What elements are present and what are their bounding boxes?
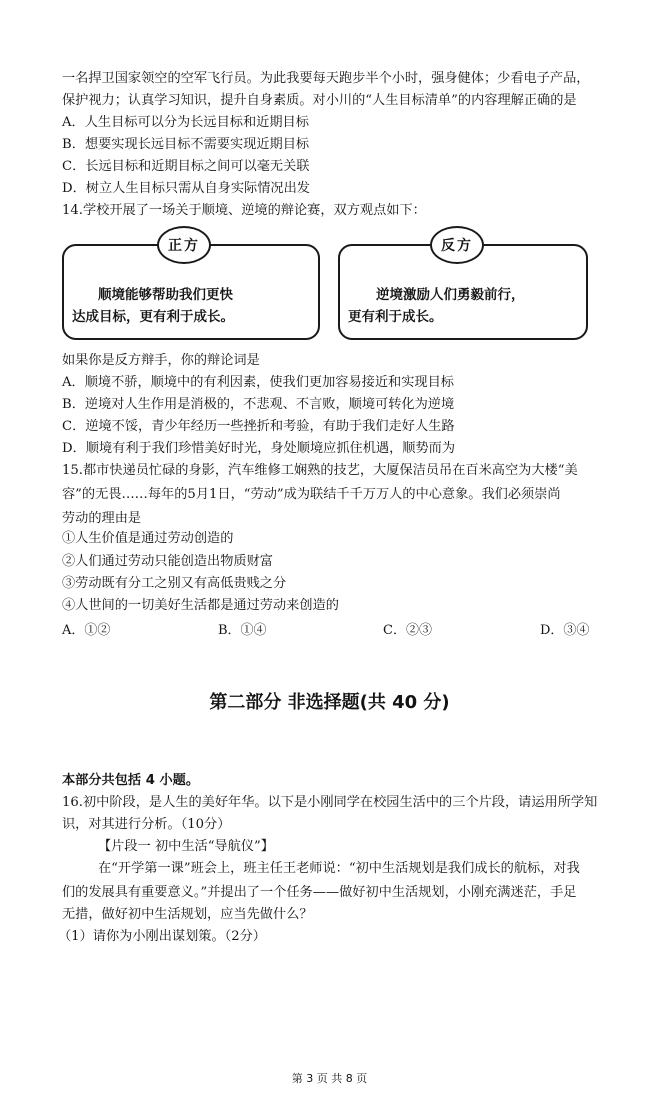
q15-stem-line2: 容”的无畏……每年的5月1日，“劳动”成为联结千千万万人的中心意象。我们必须崇尚 bbox=[62, 487, 561, 502]
q15-choice-b: B．①④ bbox=[218, 623, 267, 638]
con-side-tag: 反方 bbox=[430, 226, 484, 264]
pro-argument-line1: 顺境能够帮助我们更快 bbox=[98, 287, 233, 303]
pro-side-tag: 正方 bbox=[157, 226, 211, 264]
q15-item-1: ①人生价值是通过劳动创造的 bbox=[62, 531, 234, 546]
q14-option-c: C．逆境不馁，青少年经历一些挫折和考验，有助于我们走好人生路 bbox=[62, 419, 455, 434]
page-footer: 第 3 页 共 8 页 bbox=[291, 1072, 368, 1085]
con-argument-line2: 更有利于成长。 bbox=[348, 309, 443, 325]
q13-stem-line1: 一名捍卫国家领空的空军飞行员。为此我要每天跑步半个小时，强身健体；少看电子产品， bbox=[62, 71, 590, 86]
q15-stem-line3: 劳动的理由是 bbox=[62, 511, 142, 526]
q15-item-3: ③劳动既有分工之别又有高低贵贱之分 bbox=[62, 576, 287, 591]
q14-option-b: B．逆境对人生作用是消极的，不悲观、不言败，顺境可转化为逆境 bbox=[62, 397, 455, 412]
q14-stem: 14.学校开展了一场关于顺境、逆境的辩论赛，双方观点如下： bbox=[62, 203, 426, 218]
q13-option-d: D．树立人生目标只需从自身实际情况出发 bbox=[62, 181, 310, 196]
part2-intro: 本部分共包括 4 小题。 bbox=[62, 773, 200, 788]
q16-stem-line2: 识，对其进行分析。（10分） bbox=[62, 817, 231, 832]
segment-one-line3: 无措，做好初中生活规划，应当先做什么？ bbox=[62, 907, 313, 922]
segment-one-line2: 们的发展具有重要意义。”并提出了一个任务——做好初中生活规划，小刚充满迷茫，手足 bbox=[62, 885, 577, 900]
segment-one-title: 【片段一 初中生活“导航仪”】 bbox=[98, 839, 274, 854]
segment-one-line1: 在“开学第一课”班会上，班主任王老师说：“初中生活规划是我们成长的航标，对我 bbox=[98, 861, 580, 876]
q15-choice-a: A．①② bbox=[62, 623, 111, 638]
q15-choice-c: C．②③ bbox=[383, 623, 432, 638]
pro-argument-line2: 达成目标，更有利于成长。 bbox=[72, 309, 234, 325]
q14-option-d: D．顺境有利于我们珍惜美好时光，身处顺境应抓住机遇，顺势而为 bbox=[62, 441, 456, 456]
q15-stem-line1: 15.都市快递员忙碌的身影，汽车维修工娴熟的技艺，大厦保洁员吊在百米高空为大楼“美 bbox=[62, 463, 578, 478]
con-argument-line1: 逆境激励人们勇毅前行， bbox=[376, 287, 525, 303]
q16-stem-line1: 16.初中阶段，是人生的美好年华。以下是小刚同学在校园生活中的三个片段，请运用所学知 bbox=[62, 795, 598, 810]
q14-option-a: A．顺境不骄，顺境中的有利因素，使我们更加容易接近和实现目标 bbox=[62, 375, 454, 390]
q15-item-2: ②人们通过劳动只能创造出物质财富 bbox=[62, 554, 273, 569]
q13-option-b: B．想要实现长远目标不需要实现近期目标 bbox=[62, 137, 310, 152]
q13-option-a: A．人生目标可以分为长远目标和近期目标 bbox=[62, 115, 309, 130]
q13-stem-line2: 保护视力；认真学习知识，提升自身素质。对小川的“人生目标清单”的内容理解正确的是 bbox=[62, 93, 577, 108]
q15-choice-d: D．③④ bbox=[540, 623, 590, 638]
q14-question: 如果你是反方辩手，你的辩论词是 bbox=[62, 353, 260, 368]
part2-title: 第二部分 非选择题(共 40 分) bbox=[209, 692, 450, 713]
q16-subquestion-1: （1）请你为小刚出谋划策。（2分） bbox=[58, 929, 266, 944]
q15-item-4: ④人世间的一切美好生活都是通过劳动来创造的 bbox=[62, 598, 339, 613]
q13-option-c: C．长远目标和近期目标之间可以毫无关联 bbox=[62, 159, 310, 174]
